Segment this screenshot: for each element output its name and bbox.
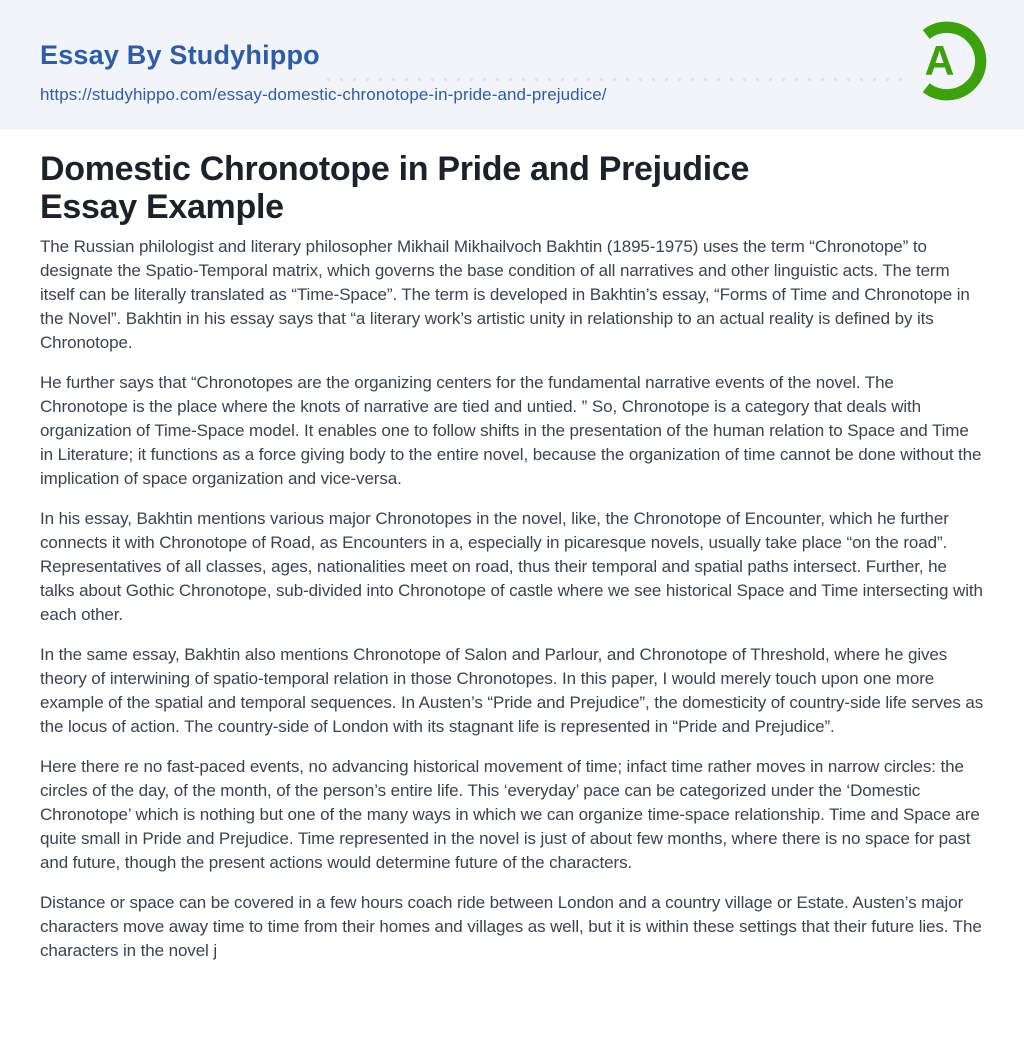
logo-letter-a: A (924, 38, 955, 85)
essay-paragraph: Distance or space can be covered in a few hours coach ride between London and a country village or Estate. Austen’s major characters move away time to time from their homes and villages as well, but it is within these settings that their future lies. The characters in the novel j (40, 893, 982, 960)
article-main (0, 130, 1024, 963)
page-title-line1: Domestic Chronotope in Pride and Prejudice (40, 150, 750, 188)
essay-body (40, 235, 984, 963)
essay-paragraph: In the same essay, Bakhtin also mentions Chronotope of Salon and Parlour, and Chronotope of Threshold, where he gives theory of interwining of spatio-temporal relation in those Chronotopes. In this paper, I would merely touch upon one more example of the spatial and temporal sequences. In Austen’s “Pride and Prejudice”, the domesticity of country-side life serves as the locus of action. The country-side of London with its stagnant life is represented in “Pride and Prejudice”. (40, 645, 984, 736)
page-title-line2: Essay Example (40, 188, 284, 226)
studyhippo-logo (902, 16, 992, 106)
page-header (0, 0, 1024, 130)
essay-paragraph: He further says that “Chronotopes are the organizing centers for the fundamental narrative events of the novel. The Chronotope is the place where the knots of narrative are tied and untied. ” So, Chronotope is a category that deals with organization of Time-Space model. It enables one to follow shifts in the presentation of the human relation to Space and Time in Literature; it functions as a force giving body to the entire novel, because the organization of time cannot be done without the implication of space organization and vice-versa. (40, 373, 982, 488)
studyhippo-logo-icon (902, 16, 992, 106)
essay-paragraph: The Russian philologist and literary philosopher Mikhail Mikhailvoch Bakhtin (1895-1975) uses the term “Chronotope” to designate the Spatio-Temporal matrix, which governs the base condition of all narratives and other linguistic acts. The term itself can be literally translated as “Time-Space”. The term is developed in Bakhtin’s essay, “Forms of Time and Chronotope in the Novel”. Bakhtin in his essay says that “a literary work’s artistic unity in relationship to an actual reality is defined by its Chronotope. (40, 237, 970, 352)
site-label: Essay By Studyhippo (40, 40, 320, 70)
essay-paragraph: In his essay, Bakhtin mentions various major Chronotopes in the novel, like, the Chronotope of Encounter, which he further connects it with Chronotope of Road, as Encounters in a, especially in picaresque novels, usually take place “on the road”. Representatives of all classes, ages, nationalities meet on road, thus their temporal and spatial paths intersect. Further, he talks about Gothic Chronotope, sub-divided into Chronotope of castle where we see historical Space and Time intersecting with each other. (40, 509, 983, 624)
dotted-divider (322, 77, 906, 82)
page-title (40, 150, 984, 226)
essay-paragraph: Here there re no fast-paced events, no advancing historical movement of time; infact time rather moves in narrow circles: the circles of the day, of the month, of the person’s entire life. This ‘everyday’ pace can be categorized under the ‘Domestic Chronotope’ which is nothing but one of the many ways in which we can organize time-space relationship. Time and Space are quite small in Pride and Prejudice. Time represented in the novel is just of about few months, where there is no space for past and future, though the present actions would determine future of the characters. (40, 757, 980, 872)
page-url-link[interactable]: https://studyhippo.com/essay-domestic-chronotope-in-pride-and-prejudice/ (40, 85, 607, 104)
